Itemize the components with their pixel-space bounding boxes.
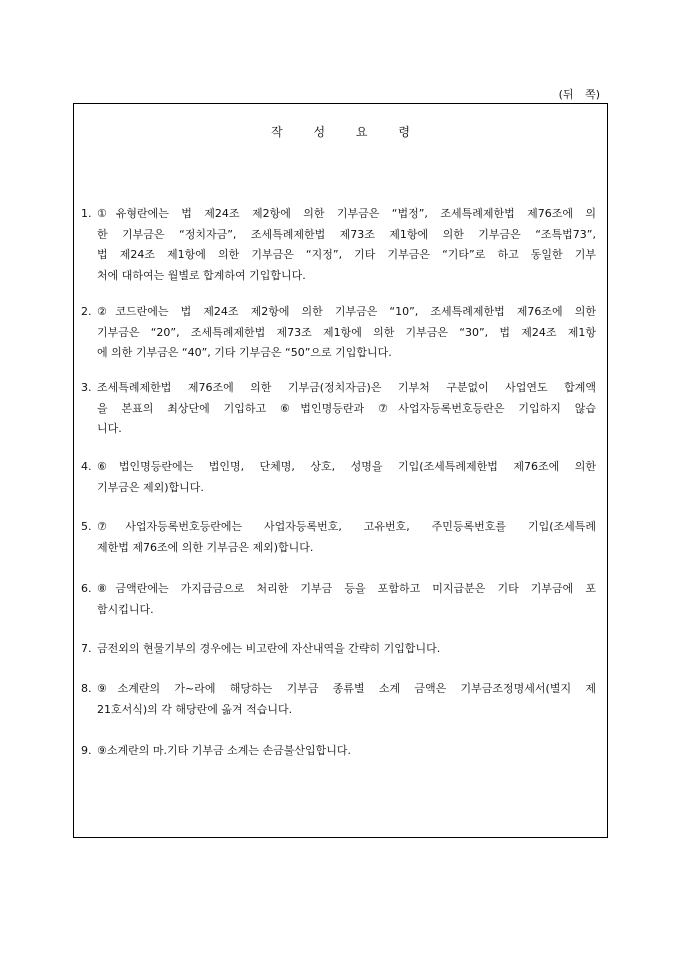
item-line: 21호서식)의 각 해당란에 옮겨 적습니다. [97, 702, 293, 716]
item-number: 9. [81, 744, 92, 757]
item-number: 2. [81, 305, 92, 318]
instruction-item-9 [81, 741, 597, 762]
item-line: 법 제24조 제1항에 의한 기부금은 “지정”, 기타 기부금은 “기타”로 하고 동일한 기부 [97, 248, 596, 262]
item-line: 에 의한 기부금은 “40”, 기타 기부금은 “50”으로 기입합니다. [97, 346, 392, 360]
item-number: 7. [81, 642, 92, 655]
item-line: 함시킵니다. [97, 602, 154, 616]
item-line: 금전외의 현물기부의 경우에는 비고란에 자산내역을 간략히 기입합니다. [97, 642, 441, 655]
item-line: 니다. [97, 422, 122, 436]
item-line: 조세특례제한법 제76조에 의한 기부금(정치자금)은 기부처 구분없이 사업연도 합계액 [97, 381, 596, 394]
instruction-item-4 [81, 457, 597, 498]
item-line: ②코드란에는 법 제24조 제2항에 의한 기부금은 “10”, 조세특례제한법 제76조에 의한 [97, 305, 596, 318]
item-line: 처에 대하여는 월별로 합계하여 기입합니다. [97, 268, 306, 282]
item-number: 6. [81, 582, 92, 595]
instruction-item-3 [81, 378, 597, 440]
instruction-item-6 [81, 579, 597, 620]
instruction-item-7 [81, 639, 597, 660]
item-line: 한 기부금은 “정치자금”, 조세특례제한법 제73조 제1항에 의한 기부금은 “조특법73”, [97, 227, 596, 241]
instruction-item-8 [81, 679, 597, 720]
item-line: ⑨소계란의 가~라에 해당하는 기부금 종류별 소계 금액은 기부금조정명세서(별지 제 [97, 682, 596, 695]
instruction-item-1 [81, 204, 597, 286]
item-line: 제한법 제76조에 의한 기부금은 제외)합니다. [97, 540, 314, 554]
item-line: ⑦사업자등록번호등란에는 사업자등록번호, 고유번호, 주민등록번호를 기입(조세특례 [97, 520, 596, 533]
item-number: 8. [81, 682, 92, 695]
item-line: 을 본표의 최상단에 기입하고 ⑥법인명등란과 ⑦사업자등록번호등란은 기입하지 않습 [97, 401, 596, 415]
item-line: ⑥법인명등란에는 법인명, 단체명, 상호, 성명을 기입(조세특례제한법 제76조에 의한 [97, 460, 596, 473]
item-line: 기부금은 제외)합니다. [97, 480, 204, 494]
item-number: 4. [81, 460, 92, 473]
item-line: ⑨소계란의 마.기타 기부금 소계는 손금불산입합니다. [97, 744, 351, 757]
page-side-label: (뒤 쪽) [558, 88, 600, 101]
item-number: 5. [81, 520, 92, 533]
instructions-box [73, 103, 608, 838]
item-number: 1. [81, 207, 92, 220]
item-number: 3. [81, 381, 92, 394]
instruction-item-5 [81, 517, 597, 558]
item-line: ⑧금액란에는 가지급금으로 처리한 기부금 등을 포함하고 미지급분은 기타 기부금에 포 [97, 582, 596, 595]
instruction-item-2 [81, 302, 597, 364]
item-line: 기부금은 “20”, 조세특례제한법 제73조 제1항에 의한 기부금은 “30”, 법 제24조 제1항 [97, 325, 596, 339]
instructions-title: 작 성 요 령 [271, 125, 410, 139]
item-line: ①유형란에는 법 제24조 제2항에 의한 기부금은 “법정”, 조세특례제한법 제76조에 의 [97, 207, 596, 220]
